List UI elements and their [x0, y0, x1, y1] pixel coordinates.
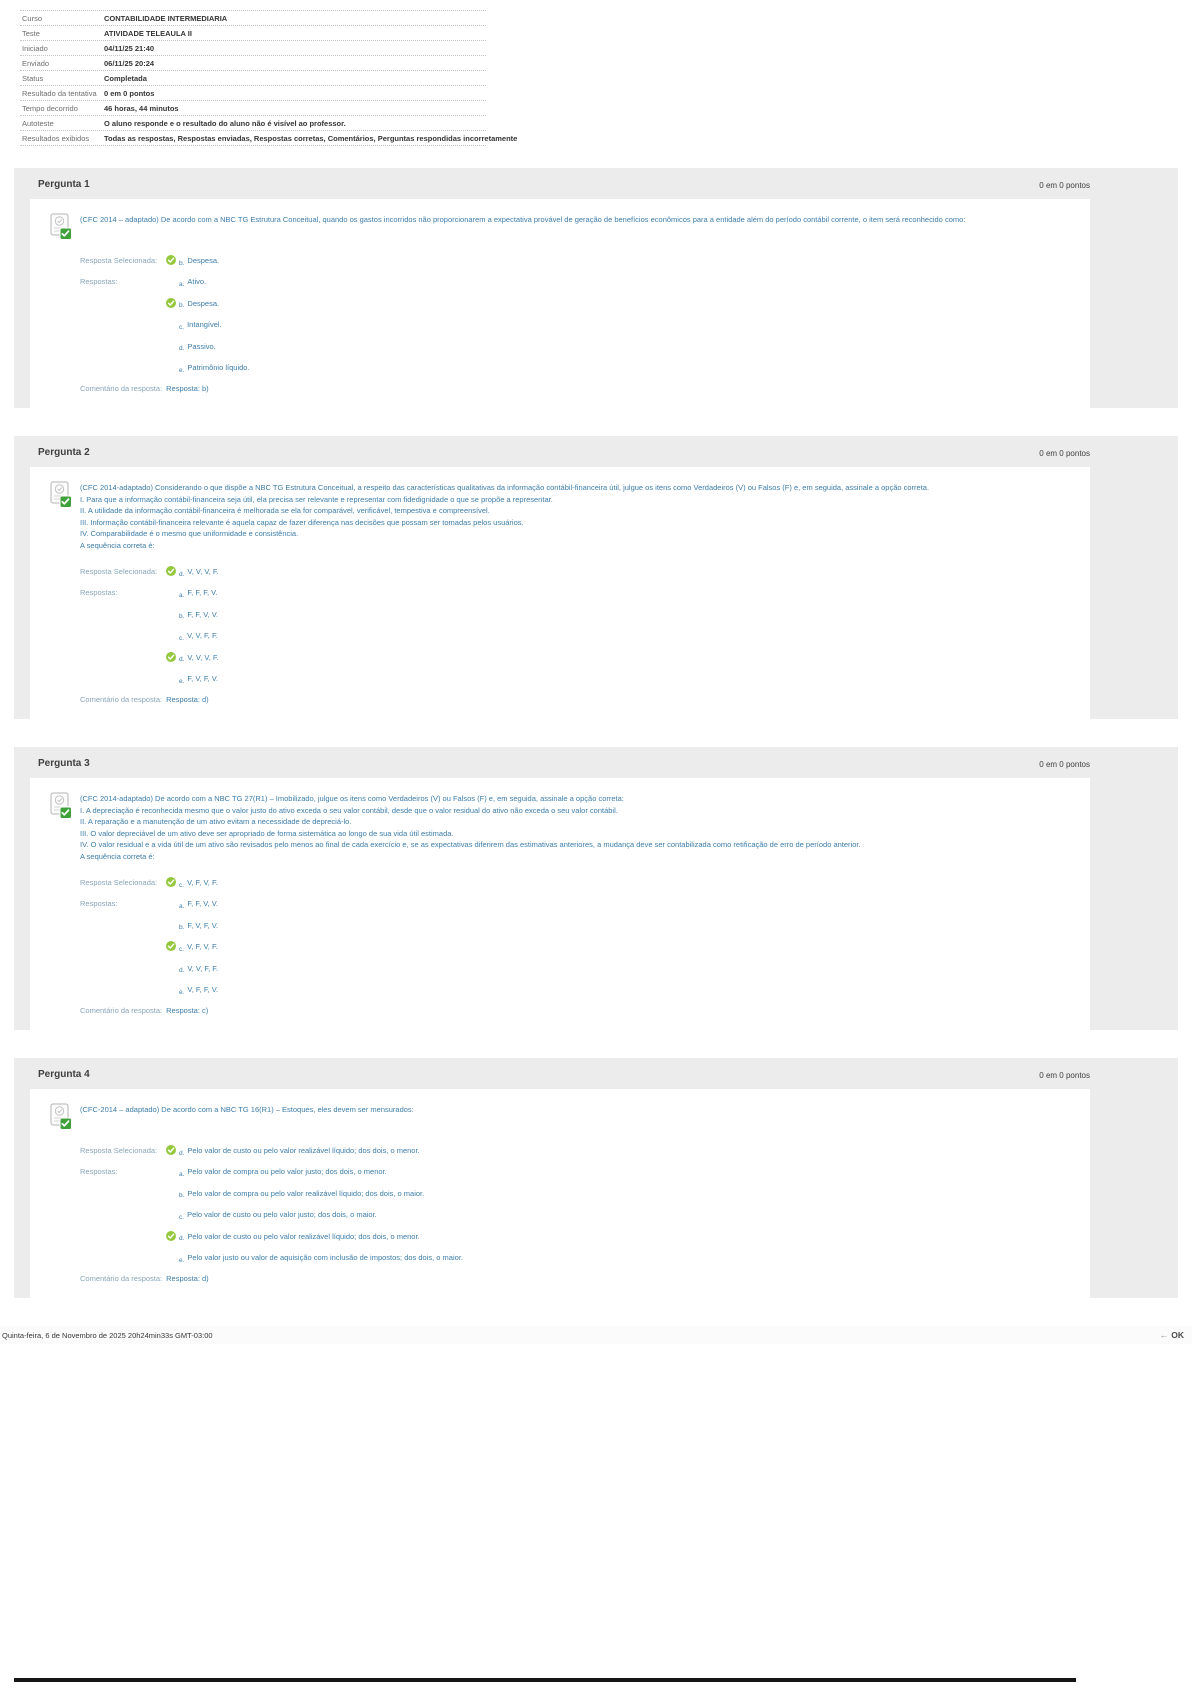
question-title: Pergunta 1 — [38, 179, 90, 190]
correct-answer-check-icon — [166, 1231, 179, 1243]
question-text-line: I. A depreciação é reconhecida mesmo que o valor justo do ativo exceda o seu valor contábil, desde que o valor residual do ativo não exceda o seu valor contábil. — [80, 805, 618, 815]
selected-answer-row — [80, 256, 1072, 267]
answer-comment-row — [80, 384, 1072, 393]
answer-comment-text: Resposta: c) — [166, 1006, 209, 1015]
answer-comment-label: Comentário da resposta: — [80, 695, 163, 704]
answer-comment-label: Comentário da resposta: — [80, 1006, 163, 1015]
question-points: 0 em 0 pontos — [1039, 449, 1090, 458]
correct-answer-check-icon — [166, 1166, 179, 1178]
answer-option-text: Intangível. — [187, 320, 222, 329]
answer-option-text: F, V, F, V. — [187, 920, 219, 930]
answers-row — [80, 588, 1072, 685]
answer-option-letter: a. — [179, 591, 185, 599]
test-info-row — [20, 130, 518, 146]
correct-answer-check-icon — [166, 1145, 179, 1157]
answer-option-letter: a. — [179, 1170, 185, 1178]
question-text — [80, 480, 929, 551]
answer-comment-row — [80, 695, 1072, 704]
question-header — [14, 1058, 1178, 1089]
answer-option-letter: d. — [179, 656, 185, 663]
answer-comment-row — [80, 1006, 1072, 1015]
answer-option-row — [166, 921, 218, 932]
correct-answer-check-icon — [166, 298, 179, 310]
answer-option-row — [166, 320, 250, 331]
answer-options-list — [166, 588, 219, 685]
back-arrow-icon: ← — [1159, 1330, 1169, 1340]
answer-option-text: Pelo valor de custo ou pelo valor justo; dos dois, o maior. — [187, 1210, 377, 1219]
selected-answer-row — [80, 1146, 1072, 1157]
selected-answer-text: Pelo valor de custo ou pelo valor realizável líquido; dos dois, o menor. — [187, 1146, 420, 1155]
selected-answer-row — [80, 878, 1072, 889]
answer-comment-row — [80, 1274, 1072, 1283]
correct-answer-check-icon — [166, 920, 179, 932]
question-header — [14, 747, 1178, 778]
answers-label: Respostas: — [80, 1167, 118, 1176]
answer-option-row — [166, 653, 219, 664]
answer-option-text: Pelo valor de custo ou pelo valor realizável líquido; dos dois, o menor. — [187, 1231, 420, 1241]
answer-option-row — [166, 674, 219, 685]
answer-option-letter: d. — [179, 967, 185, 974]
answer-comment-label: Comentário da resposta: — [80, 384, 163, 393]
question-title: Pergunta 2 — [38, 447, 90, 458]
answer-option-letter: d. — [179, 345, 185, 352]
answer-option-text: V, F, V, F. — [187, 942, 218, 951]
question-points: 0 em 0 pontos — [1039, 760, 1090, 769]
answer-comment-label: Comentário da resposta: — [80, 1274, 163, 1283]
answers-row — [80, 1167, 1072, 1264]
selected-answer-text: Despesa. — [187, 256, 220, 265]
answer-option-text: Pelo valor de compra ou pelo valor justo; dos dois, o menor. — [187, 1167, 387, 1176]
answer-option-row — [166, 1189, 463, 1200]
answer-option-text: F, V, F, V. — [187, 674, 219, 683]
graded-question-icon — [50, 481, 72, 508]
answer-option-row — [166, 588, 219, 599]
answer-comment-text: Resposta: d) — [166, 1274, 209, 1283]
question-card — [14, 747, 1178, 1030]
selected-answer-letter: b. — [179, 259, 185, 267]
question-body — [30, 199, 1090, 408]
correct-answer-check-icon — [166, 673, 179, 685]
answer-option-text: Patrimônio líquido. — [187, 363, 250, 372]
selected-answer-row — [80, 567, 1072, 578]
answer-option-row — [166, 899, 218, 910]
question-text-line: A sequência correta é: — [80, 540, 155, 550]
answer-option-row — [166, 985, 218, 996]
question-text-line: III. O valor depreciável de um ativo deve ser apropriado de forma sistemática ao longo de sua vida útil estimada. — [80, 828, 454, 838]
test-info-value: 06/11/25 20:24 — [104, 59, 155, 68]
correct-answer-check-icon — [166, 609, 179, 621]
test-info-value: Todas as respostas, Respostas enviadas, Respostas corretas, Comentários, Perguntas respondidas incorretamente — [104, 134, 518, 143]
answer-option-text: F, F, F, V. — [187, 588, 218, 597]
answer-option-text: V, V, V, F. — [187, 652, 219, 662]
answer-option-letter: c. — [179, 1213, 185, 1221]
test-info-row — [20, 100, 486, 115]
answer-option-row — [166, 1167, 463, 1178]
selected-answer-label: Resposta Selecionada: — [80, 256, 158, 265]
answer-option-text: F, F, V, V. — [187, 609, 219, 619]
question-header — [14, 168, 1178, 199]
answer-option-text: V, V, F, F. — [187, 631, 218, 640]
answer-option-letter: c. — [179, 634, 185, 642]
answers-label: Respostas: — [80, 588, 118, 597]
test-info-row — [20, 40, 486, 55]
correct-answer-check-icon — [166, 276, 179, 288]
answer-option-text: Ativo. — [187, 277, 207, 286]
correct-answer-check-icon — [166, 362, 179, 374]
answers-row — [80, 899, 1072, 996]
question-header — [14, 436, 1178, 467]
test-info-label: Teste — [22, 29, 40, 38]
test-info-value: ATIVIDADE TELEAULA II — [104, 29, 192, 38]
question-text-line: IV. Comparabilidade é o mesmo que uniformidade e consistência. — [80, 529, 299, 538]
question-text-line: (CFC 2014-adaptado) De acordo com a NBC TG 27(R1) – Imobilizado, julgue os itens como Verdadeiros (V) ou Falsos (F) e, em seguida, assinale a opção correta: — [80, 794, 624, 803]
test-info-row — [20, 85, 486, 100]
question-text-line: II. A reparação e a manutenção de um ativo evitam a necessidade de depreciá-lo. — [80, 817, 352, 826]
answer-option-row — [166, 631, 219, 642]
question-text — [80, 791, 861, 862]
correct-answer-check-icon — [166, 1252, 179, 1264]
answer-option-text: V, V, F, F. — [187, 963, 219, 973]
correct-answer-check-icon — [166, 630, 179, 642]
correct-answer-check-icon — [166, 319, 179, 331]
selected-answer-letter: d. — [179, 1149, 185, 1157]
question-card — [14, 168, 1178, 408]
ok-button[interactable] — [1160, 1330, 1184, 1340]
test-info-label: Enviado — [22, 59, 50, 68]
selected-answer-text: V, F, V, F. — [187, 878, 218, 887]
answer-option-row — [166, 363, 250, 374]
answer-option-row — [166, 610, 219, 621]
correct-answer-check-icon — [166, 984, 179, 996]
correct-answer-check-icon — [166, 341, 179, 353]
question-text-line: (CFC 2014 – adaptado) De acordo com a NBC TG Estrutura Conceitual, quando os gastos incorridos não proporcionarem a expectativa provável de geração de benefícios econômicos para a entidade além do período contábil corrente, o item será reconhecido como: — [80, 215, 966, 224]
test-info-row — [20, 115, 486, 130]
page-bottom-divider — [14, 1678, 1076, 1682]
correct-answer-check-icon — [166, 1188, 179, 1200]
test-info-label: Curso — [22, 14, 43, 23]
answer-option-letter: b. — [179, 302, 185, 309]
question-title: Pergunta 4 — [38, 1069, 90, 1080]
question-text-line: I. Para que a informação contábil-financeira seja útil, ela precisa ser relevante e representar com fidedignidade o que se propõe a representar. — [80, 494, 553, 504]
answer-option-row — [166, 1210, 463, 1221]
answer-option-letter: e. — [179, 677, 185, 685]
correct-answer-check-icon — [166, 1209, 179, 1221]
question-text — [80, 212, 965, 226]
answer-option-text: Passivo. — [187, 341, 216, 351]
answer-options-list — [166, 1167, 463, 1264]
question-text-line: III. Informação contábil-financeira relevante é aquela capaz de fazer diferença nas decisões que possam ser tomadas pelos usuários. — [80, 517, 524, 527]
answer-option-text: Despesa. — [187, 298, 220, 308]
answers-label: Respostas: — [80, 899, 118, 908]
answer-option-row — [166, 342, 250, 353]
answer-option-letter: c. — [179, 945, 185, 953]
test-info-value: 0 em 0 pontos — [104, 89, 155, 98]
question-text-line: (CFC-2014 – adaptado) De acordo com a NBC TG 16(R1) – Estoques, eles devem ser mensurados: — [80, 1105, 414, 1114]
correct-answer-check-icon — [166, 963, 179, 975]
test-info-value: 04/11/25 21:40 — [104, 44, 155, 53]
answer-option-text: F, F, V, V. — [187, 899, 219, 908]
graded-question-icon — [50, 1103, 72, 1130]
answer-option-letter: c. — [179, 323, 185, 331]
answer-option-letter: b. — [179, 924, 185, 931]
test-info-value: CONTABILIDADE INTERMEDIARIA — [104, 14, 228, 23]
answer-option-row — [166, 942, 218, 953]
answers-label: Respostas: — [80, 277, 118, 286]
answer-option-text: V, F, F, V. — [187, 985, 219, 994]
answer-option-letter: a. — [179, 280, 185, 288]
test-info-row — [20, 55, 486, 70]
test-info-label: Iniciado — [22, 44, 48, 53]
footer-timestamp: Quinta-feira, 6 de Novembro de 2025 20h24min33s GMT-03:00 — [2, 1330, 213, 1340]
question-body — [30, 467, 1090, 719]
correct-answer-check-icon — [166, 877, 179, 889]
quiz-review-page — [0, 10, 1192, 1695]
answer-option-letter: e. — [179, 1256, 185, 1264]
footer-bar — [0, 1326, 1192, 1344]
selected-answer-letter: d. — [179, 570, 185, 578]
answer-option-letter: a. — [179, 902, 185, 910]
answer-option-text: Pelo valor de compra ou pelo valor realizável líquido; dos dois, o maior. — [187, 1188, 425, 1198]
graded-question-icon — [50, 792, 72, 819]
question-body — [30, 778, 1090, 1030]
test-info-label: Tempo decorrido — [22, 104, 78, 113]
answer-comment-text: Resposta: b) — [166, 384, 209, 393]
test-info-label: Autoteste — [22, 119, 54, 128]
test-info-row — [20, 70, 486, 85]
answer-option-row — [166, 1253, 463, 1264]
test-info-label: Status — [22, 74, 44, 83]
answer-option-letter: d. — [179, 1235, 185, 1242]
questions — [14, 168, 1178, 1298]
question-card — [14, 1058, 1178, 1298]
correct-answer-check-icon — [166, 941, 179, 953]
question-text-line: II. A utilidade da informação contábil-financeira é melhorada se ela for comparável, verificável, tempestiva e compreensível. — [80, 506, 490, 515]
test-info-value: O aluno responde e o resultado do aluno não é visível ao professor. — [104, 119, 346, 128]
selected-answer-text: V, V, V, F. — [187, 567, 219, 576]
answer-option-row — [166, 299, 250, 310]
test-info-row — [20, 10, 486, 25]
correct-answer-check-icon — [166, 652, 179, 664]
answer-option-letter: e. — [179, 366, 185, 374]
selected-answer-letter: c. — [179, 881, 185, 889]
correct-answer-check-icon — [166, 587, 179, 599]
question-text-line: A sequência correta é: — [80, 851, 155, 861]
question-text — [80, 1102, 414, 1116]
test-info-row — [20, 25, 486, 40]
answer-option-text: Pelo valor justo ou valor de aquisição com inclusão de impostos; dos dois, o maior. — [187, 1253, 463, 1262]
answer-options-list — [166, 277, 250, 374]
test-info-label: Resultado da tentativa — [22, 89, 97, 98]
test-info-value: Completada — [104, 74, 147, 83]
question-points: 0 em 0 pontos — [1039, 181, 1090, 190]
correct-answer-check-icon — [166, 255, 179, 267]
answer-option-letter: b. — [179, 613, 185, 620]
answer-option-letter: e. — [179, 988, 185, 996]
graded-question-icon — [50, 213, 72, 240]
answers-row — [80, 277, 1072, 374]
question-body — [30, 1089, 1090, 1298]
answer-option-row — [166, 964, 218, 975]
answer-comment-text: Resposta: d) — [166, 695, 209, 704]
correct-answer-check-icon — [166, 898, 179, 910]
question-points: 0 em 0 pontos — [1039, 1071, 1090, 1080]
answer-option-row — [166, 277, 250, 288]
test-info-value: 46 horas, 44 minutos — [104, 104, 179, 113]
test-info-table — [20, 10, 518, 146]
test-info-label: Resultados exibidos — [22, 134, 90, 143]
selected-answer-label: Resposta Selecionada: — [80, 1146, 158, 1155]
question-title: Pergunta 3 — [38, 758, 90, 769]
selected-answer-label: Resposta Selecionada: — [80, 878, 158, 887]
question-card — [14, 436, 1178, 719]
question-text-line: (CFC 2014-adaptado) Considerando o que dispõe a NBC TG Estrutura Conceitual, a respeito das características qualitativas da informação contábil-financeira útil, julgue os itens como Verdadeiros (V) ou Falsos (F) e, em seguida, assinale a opção correta. — [80, 483, 930, 492]
answer-option-row — [166, 1232, 463, 1243]
answer-options-list — [166, 899, 218, 996]
question-text-line: IV. O valor residual e a vida útil de um ativo são revisados pelo menos ao final de cada exercício e, se as expectativas diferirem das estimativas anteriores, a mudança deve ser contabilizada como retificação de erro de período anterior. — [80, 840, 861, 849]
ok-button-label: OK — [1171, 1330, 1184, 1340]
correct-answer-check-icon — [166, 566, 179, 578]
selected-answer-label: Resposta Selecionada: — [80, 567, 158, 576]
answer-option-letter: b. — [179, 1192, 185, 1199]
